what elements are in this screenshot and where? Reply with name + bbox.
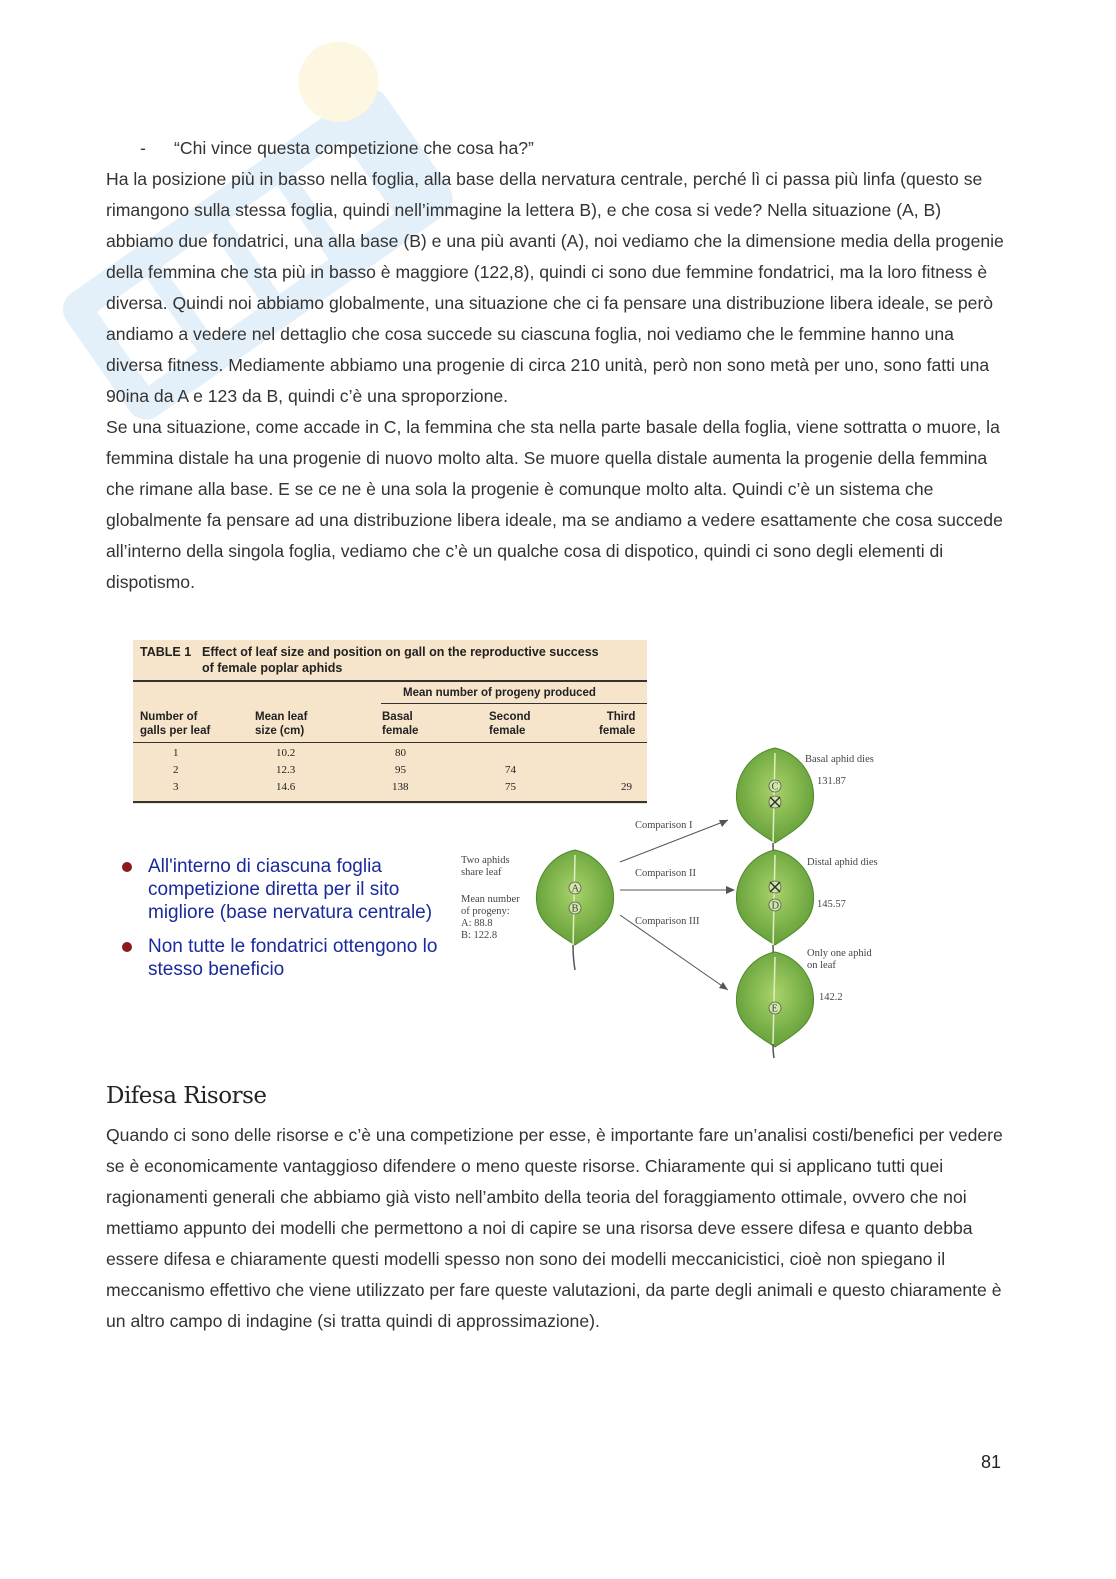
col-header-size: Mean leaf size (cm) xyxy=(255,711,308,737)
table-title xyxy=(140,644,599,676)
mean-a-value: A: 88.8 xyxy=(461,918,493,929)
table-title-line2: of female poplar aphids xyxy=(202,661,343,675)
aphid-e-label: E xyxy=(771,1003,778,1015)
bullet-dot-icon xyxy=(122,862,132,872)
aphid-b-label: B xyxy=(571,903,579,915)
page-number: 81 xyxy=(981,1452,1002,1472)
aphid-c-label: C xyxy=(771,781,779,793)
aphid-d-label: D xyxy=(771,900,780,912)
table-rule-top xyxy=(133,680,647,682)
cell: 95 xyxy=(395,764,406,776)
cell: 138 xyxy=(392,781,409,793)
cell: 1 xyxy=(173,747,179,759)
comparison-3-label: Comparison III xyxy=(635,916,700,927)
cell: 2 xyxy=(173,764,179,776)
comparison-2-label: Comparison II xyxy=(635,868,696,879)
body-text-2 xyxy=(106,1120,1006,1337)
intro-quote: “Chi vince questa competizione che cosa ha?” xyxy=(174,138,534,158)
slide-bullets xyxy=(118,855,458,992)
basal-dies-label: Basal aphid dies xyxy=(805,754,874,765)
cell: 3 xyxy=(173,781,179,793)
cell: 74 xyxy=(505,764,516,776)
mean-label: Mean number xyxy=(461,894,520,905)
mean-label-2: of progeny: xyxy=(461,906,510,917)
paragraph-3: Quando ci sono delle risorse e c’è una competizione per esse, è importante fare un’analisi costi/benefici per vedere se è economicamente vantaggioso difendere o meno queste risorse. Chiaramente qui si applicano tutti quei ragionamenti generali che abbiamo già visto nell’ambito della teoria del foraggiamento ottimale, ovvero che noi mettiamo appunto dei modelli che permettono a noi di capire se una risorsa deve essere difesa e quanto debba essere difesa e chiaramente questi modelli spesso non sono dei modelli meccanicistici, cioè non spiegano il meccanismo effettivo che viene utilizzato per fare queste valutazioni, da parte degli animali e questo chiaramente è un altro campo di indagine (si tratta quindi di approssimazione). xyxy=(106,1125,1003,1331)
mean-b-value: B: 122.8 xyxy=(461,930,498,941)
cell: 12.3 xyxy=(276,764,296,776)
paragraph-2: Se una situazione, come accade in C, la femmina che sta nella parte basale della foglia, viene sottratta o muore, la femmina distale ha una progenie di nuovo molto alta. Se muore quella distale aumenta la progenie della femmina che rimane alla base. E se ce ne è una sola la progenie è comunque molto alta. Quindi c’è un sistema che globalmente fa pensare ad una distribuzione libera ideale, ma se andiamo a vedere esattamente che cosa succede all’interno della singola foglia, vediamo che c’è un qualche cosa di dispotico, quindi ci sono degli elementi di dispotismo. xyxy=(106,417,1003,592)
col-header-basal: Basal female xyxy=(382,711,419,737)
leaf-only-one xyxy=(736,952,813,1058)
aphid-leaf-diagram xyxy=(455,740,915,1060)
group-rule xyxy=(381,703,647,704)
comparison-1-label: Comparison I xyxy=(635,820,693,831)
cell: 75 xyxy=(505,781,516,793)
distal-dies-label: Distal aphid dies xyxy=(807,857,878,868)
bullet-dash: - xyxy=(140,138,146,158)
col-header-second: Second female xyxy=(489,711,531,737)
cell: 80 xyxy=(395,747,406,759)
only-one-label: Only one aphid xyxy=(807,948,872,959)
cell: 29 xyxy=(621,781,632,793)
bullet-item: All'interno di ciascuna foglia competizione diretta per il sito migliore (base nervatura centrale) xyxy=(118,855,458,924)
aphid-a-label: A xyxy=(571,883,580,895)
two-aphids-label: Two aphids xyxy=(461,855,510,866)
distal-dies-value: 145.57 xyxy=(817,899,846,910)
only-one-value: 142.2 xyxy=(819,992,843,1003)
bullet-item: Non tutte le fondatrici ottengono lo stesso beneficio xyxy=(118,935,458,981)
cell: 10.2 xyxy=(276,747,296,759)
body-text-1 xyxy=(106,164,1006,598)
group-header: Mean number of progeny produced xyxy=(403,687,596,699)
section-heading: Difesa Risorse xyxy=(106,1083,267,1109)
cell: 14.6 xyxy=(276,781,296,793)
bullet-dot-icon xyxy=(122,942,132,952)
basal-dies-value: 131.87 xyxy=(817,776,846,787)
leaf-shared xyxy=(536,850,613,970)
paragraph-1: Ha la posizione più in basso nella foglia, alla base della nervatura centrale, perché lì ci passa più linfa (questo se rimangono sulla stessa foglia, quindi nell’immagine la lettera B), e che cosa si vede? Nella situazione (A, B) abbiamo due fondatrici, una alla base (B) e una più avanti (A), noi vediamo che la dimensione media della progenie della femmina che sta più in basso è maggiore (122,8), quindi ci sono due femmine fondatrici, ma la loro fitness è diversa. Quindi noi abbiamo globalmente, una situazione che ci fa pensare una distribuzione libera ideale, se però andiamo a vedere nel dettaglio che cosa succede su ciascuna foglia, noi vediamo che le femmine hanno una diversa fitness. Mediamente abbiamo una progenie di circa 210 unità, però non sono metà per uno, sono fatti una 90ina da A e 123 da B, quindi c’è una sproporzione. xyxy=(106,169,1004,406)
two-aphids-label-2: share leaf xyxy=(461,867,502,878)
table-label: TABLE 1 xyxy=(140,645,192,659)
col-header-third: Third female xyxy=(599,711,636,737)
table-title-line1: Effect of leaf size and position on gall on the reproductive success xyxy=(202,645,599,659)
only-one-label-2: on leaf xyxy=(807,960,836,971)
col-header-galls: Number of galls per leaf xyxy=(140,711,211,737)
